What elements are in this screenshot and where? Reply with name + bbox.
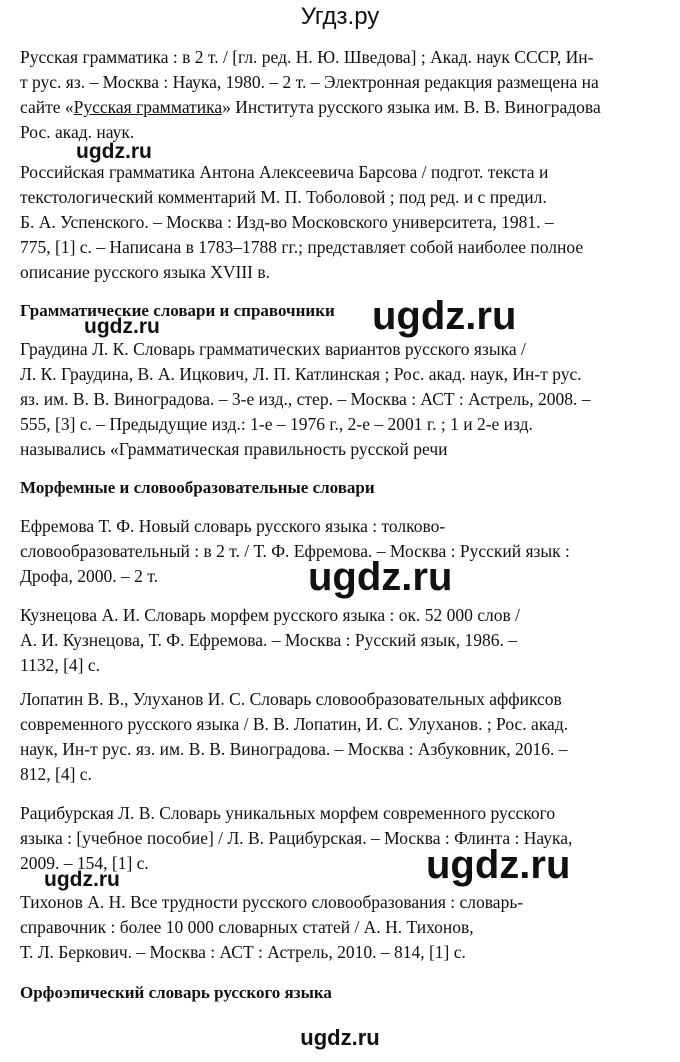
entry-text: » Института русского языка им. В. В. Виноградова xyxy=(222,97,601,117)
entry-line: 812, [4] с. xyxy=(20,764,92,784)
watermark: ugdz.ru xyxy=(76,140,152,163)
entry-line: т рус. яз. – Москва : Наука, 1980. – 2 т. – Электронная редакция размещена на xyxy=(20,72,599,92)
entry-line: описание русского языка XVIII в. xyxy=(20,262,271,282)
entry-line: языка : [учебное пособие] / Л. В. Рацибурская. – Москва : Флинта : Наука, xyxy=(20,828,573,848)
entry-line: назывались «Грамматическая правильность русской речи xyxy=(20,439,448,459)
entry-line: Русская грамматика : в 2 т. / [гл. ред. Н. Ю. Шведова] ; Акад. наук СССР, Ин- xyxy=(20,47,594,67)
entry-line: яз. им. В. В. Виноградова. – 3-е изд., стер. – Москва : АСТ : Астрель, 2008. – xyxy=(20,389,591,409)
entry-line: текстологический комментарий М. П. Тоболовой ; под ред. и с предил. xyxy=(20,187,547,207)
entry-line: Л. К. Граудина, В. А. Ицкович, Л. П. Катлинская ; Рос. акад. наук, Ин-т рус. xyxy=(20,364,582,384)
watermark: ugdz.ru xyxy=(84,315,160,338)
site-header: Угдз.ру xyxy=(300,3,380,30)
entry-line: наук, Ин-т рус. яз. им. В. В. Виноградова. – Москва : Азбуковник, 2016. – xyxy=(20,739,568,759)
watermark: ugdz.ru xyxy=(308,555,453,599)
entry-line: современного русского языка / В. В. Лопатин, И. С. Улуханов. ; Рос. акад. xyxy=(20,714,569,734)
russkaya-grammatika-link[interactable]: Русская грамматика xyxy=(73,97,223,117)
section-heading: Морфемные и словообразовательные словари xyxy=(20,478,375,497)
entry-line: 1132, [4] с. xyxy=(20,655,101,675)
entry-line: Ефремова Т. Ф. Новый словарь русского языка : толково- xyxy=(20,516,446,536)
entry-line: 775, [1] с. – Написана в 1783–1788 гг.; представляет собой наиболее полное xyxy=(20,237,584,257)
entry-line: Тихонов А. Н. Все трудности русского словообразования : словарь- xyxy=(20,892,524,912)
entry-text: сайте « xyxy=(20,97,74,117)
entry-line-with-link xyxy=(20,96,601,118)
watermark: ugdz.ru xyxy=(426,843,571,887)
entry-line: А. И. Кузнецова, Т. Ф. Ефремова. – Москва : Русский язык, 1986. – xyxy=(20,630,517,650)
entry-line: 555, [3] с. – Предыдущие изд.: 1-е – 1976 г., 2-е – 2001 г. ; 1 и 2-е изд. xyxy=(20,414,533,434)
entry-line: Рос. акад. наук. xyxy=(20,122,135,142)
watermark: ugdz.ru xyxy=(372,294,517,338)
entry-line: Российская грамматика Антона Алексеевича Барсова / подгот. текста и xyxy=(20,162,549,182)
entry-line: Граудина Л. К. Словарь грамматических вариантов русского языка / xyxy=(20,339,526,359)
entry-line: 2009. – 154, [1] с. xyxy=(20,853,149,873)
watermark: ugdz.ru xyxy=(44,868,120,891)
entry-line: Кузнецова А. И. Словарь морфем русского языка : ок. 52 000 слов / xyxy=(20,605,521,625)
section-heading: Орфоэпический словарь русского языка xyxy=(20,983,332,1002)
entry-line: Т. Л. Беркович. – Москва : АСТ : Астрель, 2010. – 814, [1] с. xyxy=(20,942,466,962)
entry-line: Лопатин В. В., Улуханов И. С. Словарь словообразовательных аффиксов xyxy=(20,689,562,709)
entry-line: Б. А. Успенского. – Москва : Изд-во Московского университета, 1981. – xyxy=(20,212,554,232)
section-heading: Грамматические словари и справочники xyxy=(20,301,335,320)
entry-line: справочник : более 10 000 словарных статей / А. Н. Тихонов, xyxy=(20,917,474,937)
entry-line: Рацибурская Л. В. Словарь уникальных морфем современного русского xyxy=(20,803,556,823)
site-footer: ugdz.ru xyxy=(300,1025,380,1050)
entry-line: словообразовательный : в 2 т. / Т. Ф. Ефремова. – Москва : Русский язык : xyxy=(20,541,570,561)
entry-line: Дрофа, 2000. – 2 т. xyxy=(20,566,159,586)
